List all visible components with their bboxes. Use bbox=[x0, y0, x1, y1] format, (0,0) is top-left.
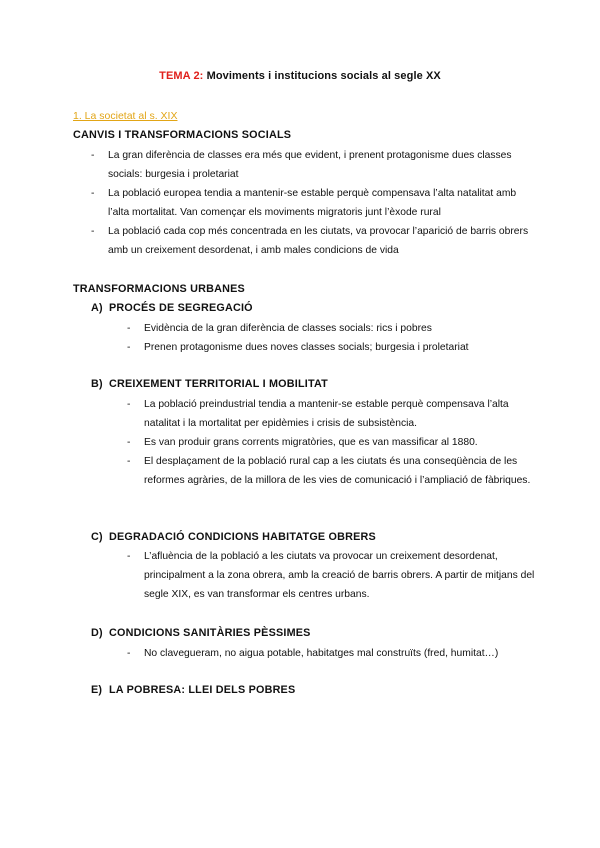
list-item: - Prenen protagonisme dues noves classes socials; burgesia i proletariat bbox=[127, 338, 547, 357]
main-heading: CANVIS I TRANSFORMACIONS SOCIALS bbox=[73, 129, 292, 141]
section-e-title: LA POBRESA: LLEI DELS POBRES bbox=[109, 684, 296, 696]
title-label: TEMA 2: bbox=[159, 70, 204, 82]
main-list bbox=[91, 146, 531, 260]
section-b-heading bbox=[91, 378, 328, 390]
section-b-title: CREIXEMENT TERRITORIAL I MOBILITAT bbox=[109, 378, 328, 390]
list-item: - La gran diferència de classes era més que evident, i prenent protagonisme dues classes socials: burgesia i proletariat bbox=[91, 146, 531, 184]
list-item: - La població preindustrial tendia a mantenir-se estable perquè compensava l’alta natalitat i la mortalitat per epidèmies i crisis de subsistència. bbox=[127, 395, 542, 433]
section-a-list bbox=[127, 319, 547, 357]
section-d-heading bbox=[91, 627, 311, 639]
list-item: - La població europea tendia a mantenir-se estable perquè compensava l’alta natalitat amb l’alta mortalitat. Van començar els moviments migratoris junt l’èxode rural bbox=[91, 184, 531, 222]
section-a-title: PROCÉS DE SEGREGACIÓ bbox=[109, 302, 253, 314]
list-item: - No clavegueram, no aigua potable, habitatges mal construïts (fred, humitat…) bbox=[127, 644, 557, 663]
section-e-letter: E) bbox=[91, 684, 103, 696]
list-item: - L’afluència de la població a les ciutats va provocar un creixement desordenat, principalment a la zona obrera, amb la creació de barris obrers. A partir de mitjans del segle XIX, es van transformar els centres urbans. bbox=[127, 547, 542, 604]
page-title bbox=[0, 70, 600, 82]
section-c-title: DEGRADACIÓ CONDICIONS HABITATGE OBRERS bbox=[109, 531, 376, 543]
section-c-letter: C) bbox=[91, 531, 103, 543]
section-d-title: CONDICIONS SANITÀRIES PÈSSIMES bbox=[109, 627, 311, 639]
section-d-letter: D) bbox=[91, 627, 103, 639]
section-b-letter: B) bbox=[91, 378, 103, 390]
section-b-list bbox=[127, 395, 542, 490]
section-a-letter: A) bbox=[91, 302, 103, 314]
list-item: - El desplaçament de la població rural cap a les ciutats és una conseqüència de les reformes agràries, de la millora de les vies de comunicació i l’ampliació de fàbriques. bbox=[127, 452, 542, 490]
list-item: - Evidència de la gran diferència de classes socials: rics i pobres bbox=[127, 319, 547, 338]
section-c-list bbox=[127, 547, 542, 604]
section-a-heading bbox=[91, 302, 253, 314]
list-item: - Es van produir grans corrents migratòries, que es van massificar al 1880. bbox=[127, 433, 542, 452]
section-e-heading bbox=[91, 684, 295, 696]
section-link[interactable]: 1. La societat al s. XIX bbox=[73, 110, 178, 122]
section-c-heading bbox=[91, 531, 376, 543]
list-item: - La població cada cop més concentrada en les ciutats, va provocar l’aparició de barris obrers amb un creixement desordenat, i amb males condicions de vida bbox=[91, 222, 531, 260]
urban-heading: TRANSFORMACIONS URBANES bbox=[73, 283, 245, 295]
title-text: Moviments i institucions socials al segle XX bbox=[203, 70, 441, 82]
section-d-list bbox=[127, 644, 557, 663]
